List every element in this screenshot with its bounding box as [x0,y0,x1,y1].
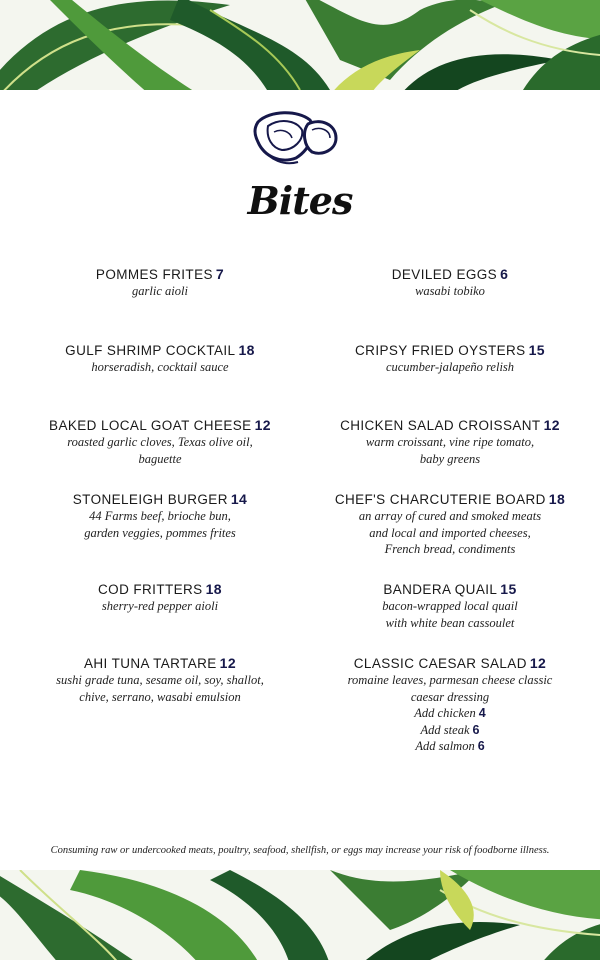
item-price: 12 [529,655,547,671]
menu-item [15,417,305,467]
item-name-line [15,655,305,672]
menu-item [305,266,595,300]
item-description: roasted garlic cloves, Texas olive oil, [67,435,253,449]
item-name-line [305,417,595,434]
item-addon [305,738,595,755]
item-description: baby greens [419,451,481,466]
menu-item [15,342,305,376]
food-safety-disclaimer: Consuming raw or undercooked meats, poultry, seafood, shellfish, or eggs may increase your risk of foodborne illness. [50,845,550,856]
item-price: 18 [548,491,566,507]
item-price: 6 [500,266,509,282]
item-name-line [15,491,305,508]
item-description: wasabi tobiko [415,284,485,298]
menu-item [305,342,595,376]
item-name: BANDERA QUAIL [383,582,498,597]
item-price: 15 [528,342,545,358]
item-price: 12 [254,417,271,433]
oyster-shells-icon [250,108,342,168]
item-description: French bread, condiments [384,542,516,556]
item-description: and local and imported cheeses, [369,525,531,540]
palm-leaf-banner-bottom [0,870,600,960]
item-description: baguette [138,451,182,466]
item-name-line [305,266,595,283]
menu-item [15,266,305,300]
menu-item [305,417,595,467]
item-name-line [15,417,305,434]
addon-label: Add chicken [414,706,476,720]
menu-item [15,491,305,541]
item-name: CHICKEN SALAD CROISSANT [340,418,541,433]
menu-item [15,655,305,705]
palm-leaves-icon [0,0,600,90]
menu-item [305,581,595,631]
palm-leaf-banner-top [0,0,600,90]
item-name: STONELEIGH BURGER [72,492,228,507]
item-name: AHI TUNA TARTARE [83,656,217,671]
item-description: with white bean cassoulet [385,615,515,630]
item-name: BAKED LOCAL GOAT CHEESE [49,418,252,433]
item-price: 7 [215,266,225,282]
item-description: chive, serrano, wasabi emulsion [79,689,241,704]
item-name-line [305,342,595,359]
item-description: an array of cured and smoked meats [358,509,542,523]
menu-item [305,491,595,558]
item-name-line [305,581,595,598]
item-name-line [15,581,305,598]
addon-price: 6 [472,722,480,737]
palm-leaves-icon [0,870,600,960]
item-price: 18 [205,581,222,597]
item-name: DEVILED EGGS [391,267,498,282]
item-name-line [305,655,595,672]
item-description: cucumber-jalapeño relish [385,360,515,374]
item-price: 14 [230,491,248,507]
addon-label: Add salmon [415,739,475,753]
oyster-logo [250,108,342,168]
item-description: garden veggies, pommes frites [84,525,236,540]
item-description: warm croissant, vine ripe tomato, [365,435,535,449]
item-description: 44 Farms beef, brioche bun, [89,509,231,523]
addon-label: Add steak [420,722,470,737]
item-description: garlic aioli [132,284,188,298]
item-addon [305,722,595,739]
item-name-line [15,266,305,283]
item-name-line [305,491,595,508]
item-description: bacon-wrapped local quail [382,599,518,613]
menu-title: Bites [247,178,353,223]
item-price: 12 [543,417,560,433]
item-name: COD FRITTERS [98,582,203,597]
item-name: POMMES FRITES [95,267,213,282]
item-description: caesar dressing [410,689,490,704]
item-description: romaine leaves, parmesan cheese classic [347,673,553,687]
addon-price: 6 [477,739,485,753]
menu-item [15,581,305,615]
item-name: CHEF'S CHARCUTERIE BOARD [334,492,546,507]
item-description: sherry-red pepper aioli [101,599,219,613]
item-name-line [15,342,305,359]
addon-price: 4 [478,706,486,720]
item-price: 15 [500,581,517,597]
item-description: sushi grade tuna, sesame oil, soy, shallot, [56,673,264,687]
item-description: horseradish, cocktail sauce [91,360,229,374]
item-price: 18 [238,342,255,358]
item-name: GULF SHRIMP COCKTAIL [65,343,236,358]
item-addon [305,705,595,722]
item-price: 12 [219,655,237,671]
menu-item [305,655,595,755]
item-name: CLASSIC CAESAR SALAD [353,656,527,671]
item-name: CRIPSY FRIED OYSTERS [355,343,526,358]
